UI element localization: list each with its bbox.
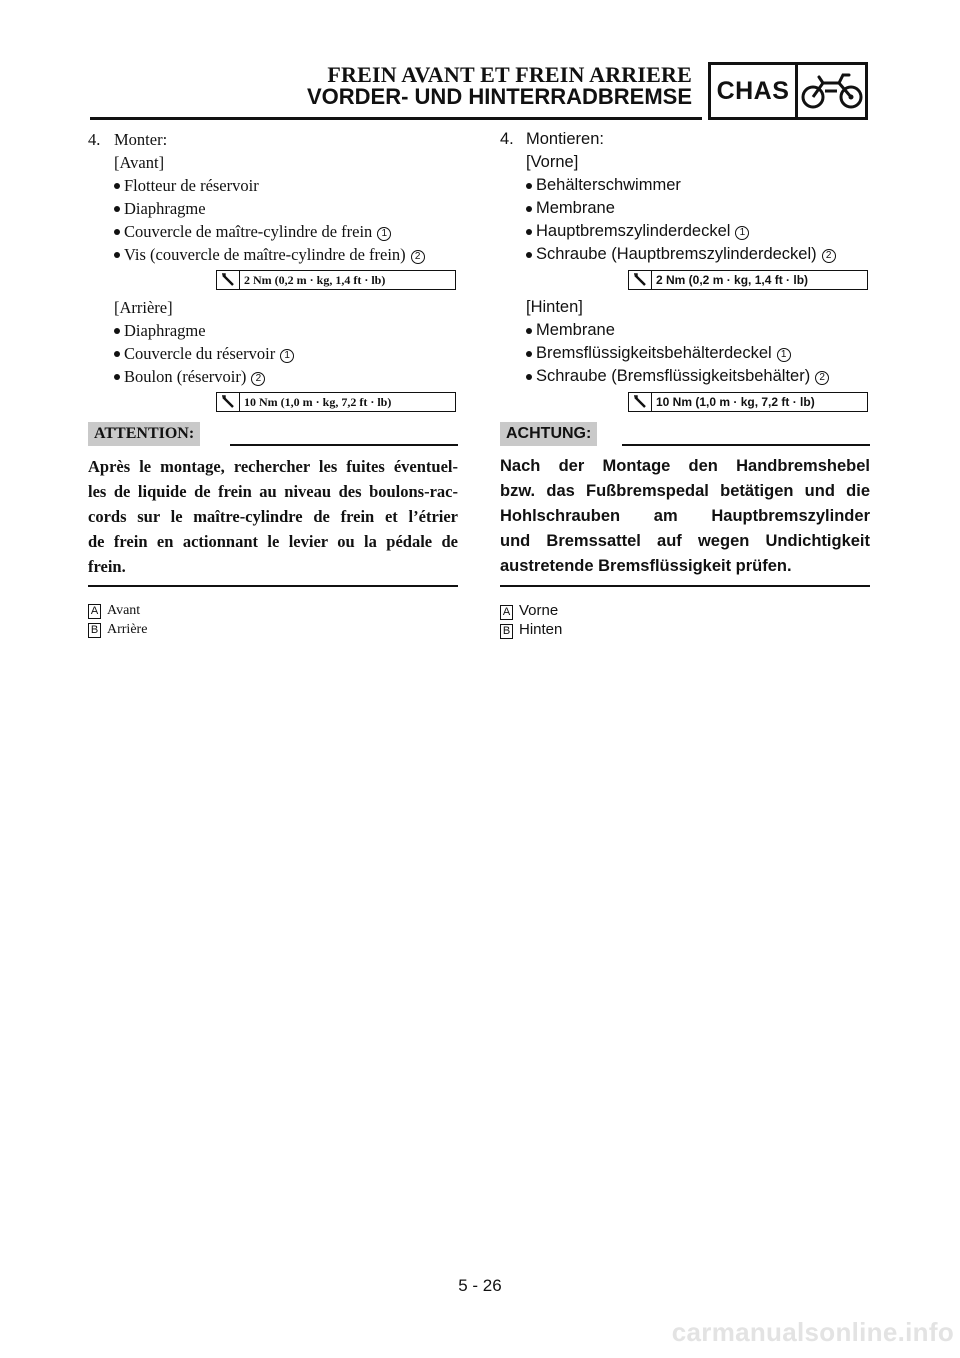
- warning-line: cords sur le maître-cylindre de frein et l’étrier: [88, 507, 458, 526]
- legend-item: [88, 620, 458, 639]
- header-rule: [90, 117, 702, 120]
- warning-header: [88, 422, 458, 446]
- legend-text: Avant: [107, 603, 141, 618]
- callout-number: 1: [777, 348, 791, 362]
- callout-number: 2: [815, 371, 829, 385]
- torque-spec-rear: [628, 392, 868, 412]
- front-heading: [Avant]: [114, 153, 165, 172]
- step-title: Monter:: [114, 130, 168, 149]
- bullet-icon: [526, 183, 532, 189]
- rear-heading: [Arrière]: [114, 298, 173, 317]
- bullet-icon: [114, 183, 120, 189]
- step-title: Montieren:: [526, 130, 604, 148]
- list-item: Boulon (réservoir) 2: [88, 365, 458, 388]
- warning-line: Après le montage, rechercher les fuites éventuel-: [88, 457, 458, 476]
- callout-number: 1: [377, 227, 391, 241]
- section-label: CHAS: [711, 65, 798, 117]
- list-item: Hauptbremszylinderdeckel 1: [500, 220, 870, 243]
- torque-wrench-icon: [217, 393, 240, 411]
- torque-spec-front: [216, 270, 456, 290]
- callout-number: 2: [411, 250, 425, 264]
- front-heading: [Vorne]: [526, 153, 579, 171]
- page-title-french: FREIN AVANT ET FREIN ARRIERE: [327, 62, 692, 87]
- bullet-icon: [526, 374, 532, 380]
- list-item: Diaphragme: [88, 319, 458, 342]
- warning-line: bzw. das Fußbremspedal betätigen und die: [500, 482, 870, 500]
- legend-item: [500, 620, 870, 639]
- legend-letter: B: [500, 624, 513, 639]
- torque-value: 10 Nm (1,0 m · kg, 7,2 ft · lb): [244, 394, 392, 409]
- bullet-icon: [114, 351, 120, 357]
- warning-line: frein.: [88, 557, 126, 576]
- list-item: Membrane: [500, 197, 870, 220]
- german-column: [500, 128, 870, 639]
- page-number: 5 - 26: [458, 1276, 502, 1295]
- watermark: carmanualsonline.info: [671, 1317, 954, 1347]
- warning-rule: [230, 444, 458, 446]
- warning-label: ATTENTION:: [88, 422, 200, 446]
- torque-wrench-icon: [629, 271, 652, 289]
- warning-rule: [622, 444, 870, 446]
- french-column: [88, 128, 458, 639]
- step-number: 4.: [500, 130, 514, 148]
- callout-number: 2: [822, 249, 836, 263]
- legend-item: [500, 601, 870, 620]
- legend: [500, 601, 870, 639]
- legend-letter: A: [500, 605, 513, 620]
- callout-number: 1: [280, 349, 294, 363]
- legend-text: Arrière: [107, 622, 148, 637]
- legend-letter: A: [88, 604, 101, 619]
- list-item: Couvercle de maître-cylindre de frein 1: [88, 220, 458, 243]
- warning-line: austretende Bremsflüssigkeit prüfen.: [500, 557, 792, 575]
- list-item: Couvercle du réservoir 1: [88, 342, 458, 365]
- legend-text: Vorne: [519, 602, 559, 619]
- legend-letter: B: [88, 623, 101, 638]
- list-item: Vis (couvercle de maître-cylindre de frein) 2: [88, 243, 458, 266]
- warning-bottom-rule: [500, 585, 870, 587]
- rear-heading: [Hinten]: [526, 298, 583, 316]
- warning-header: [500, 422, 870, 446]
- warning-label: ACHTUNG:: [500, 422, 597, 446]
- legend: [88, 601, 458, 639]
- torque-wrench-icon: [629, 393, 652, 411]
- warning-line: Hohlschrauben am Hauptbremszylinder: [500, 507, 870, 525]
- legend-item: [88, 601, 458, 620]
- torque-value: 2 Nm (0,2 m · kg, 1,4 ft · lb): [656, 273, 809, 287]
- bullet-icon: [114, 374, 120, 380]
- bullet-icon: [526, 328, 532, 334]
- bullet-icon: [526, 206, 532, 212]
- step-number: 4.: [88, 130, 101, 149]
- torque-spec-front: [628, 270, 868, 290]
- list-item: Behälterschwimmer: [500, 174, 870, 197]
- torque-value: 2 Nm (0,2 m · kg, 1,4 ft · lb): [244, 272, 386, 287]
- torque-value: 10 Nm (1,0 m · kg, 7,2 ft · lb): [656, 395, 815, 409]
- bullet-icon: [114, 206, 120, 212]
- motorcycle-icon: [798, 65, 865, 117]
- bullet-icon: [526, 351, 532, 357]
- bullet-icon: [526, 252, 532, 258]
- list-item: Schraube (Hauptbremszylinderdeckel) 2: [500, 243, 870, 266]
- warning-line: les de liquide de frein au niveau des boulons-rac-: [88, 482, 458, 501]
- list-item: Flotteur de réservoir: [88, 174, 458, 197]
- step-heading: [500, 128, 870, 151]
- warning-line: de frein en actionnant le levier ou la pédale de: [88, 532, 458, 551]
- torque-wrench-icon: [217, 271, 240, 289]
- warning-line: Nach der Montage den Handbremshebel: [500, 457, 870, 475]
- bullet-icon: [114, 252, 120, 258]
- list-item: Membrane: [500, 319, 870, 342]
- section-badge: [708, 62, 868, 120]
- list-item: Diaphragme: [88, 197, 458, 220]
- step-heading: [88, 128, 458, 151]
- bullet-icon: [526, 229, 532, 235]
- bullet-icon: [114, 328, 120, 334]
- list-item: Schraube (Bremsflüssigkeitsbehälter) 2: [500, 365, 870, 388]
- bullet-icon: [114, 229, 120, 235]
- torque-spec-rear: [216, 392, 456, 412]
- warning-bottom-rule: [88, 585, 458, 587]
- legend-text: Hinten: [519, 621, 563, 638]
- warning-line: und Bremssattel auf wegen Undichtigkeit: [500, 532, 870, 550]
- callout-number: 2: [251, 372, 265, 386]
- callout-number: 1: [735, 226, 749, 240]
- warning-text: [500, 454, 870, 579]
- warning-text: [88, 454, 458, 579]
- list-item: Bremsflüssigkeitsbehälterdeckel 1: [500, 342, 870, 365]
- page-title-german: VORDER- UND HINTERRADBREMSE: [306, 84, 692, 109]
